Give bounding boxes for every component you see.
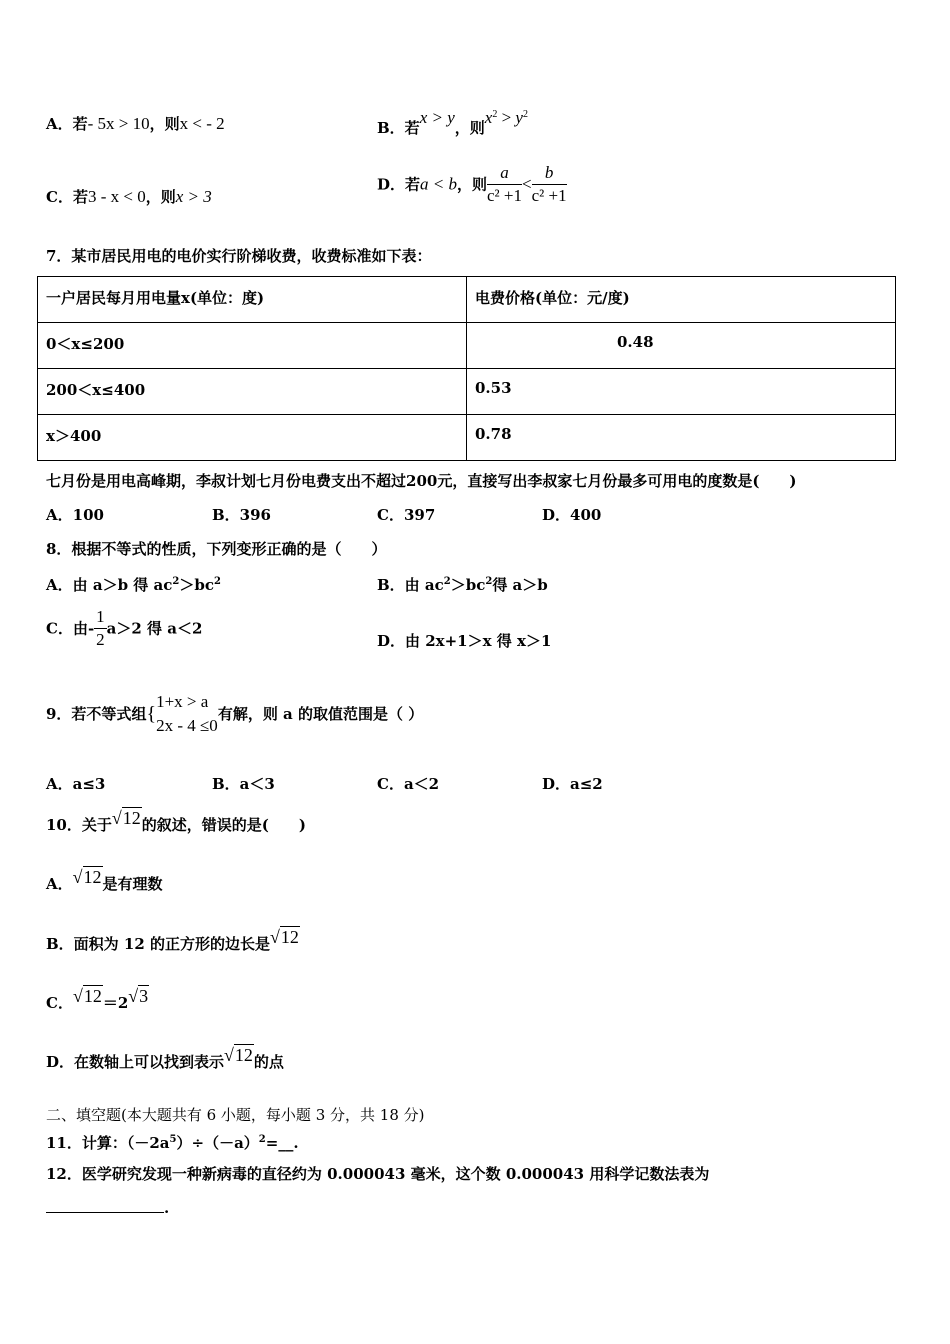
q6-option-c: C．若3 - x < 0，则x > 3 — [46, 187, 212, 206]
fraction-a: $\frac{a}{\text{c² +1}}$ — [487, 163, 522, 205]
sqrt-symbol: √12 — [111, 808, 141, 828]
sqrt-symbol: √12 — [72, 867, 102, 887]
fraction-b: $\frac{b}{\text{c² +1}}$ — [531, 163, 567, 205]
table-cell: 0＜x≤200 — [38, 323, 467, 369]
q7-option-b: B．396 — [212, 506, 271, 524]
q10-stem: 10．关于√12的叙述，错误的是( ) — [46, 808, 306, 834]
table-row — [38, 415, 896, 461]
q7-option-d: D．400 — [542, 506, 602, 524]
sqrt-symbol: √12 — [224, 1045, 253, 1065]
q8-option-d: D．由 2x+1＞x 得 x＞1 — [377, 632, 552, 650]
table-header-cell: 一户居民每月用电量x(单位：度) — [38, 277, 467, 323]
q8-option-a: A．由 a＞b 得 $ac^2>bc^2$ — [46, 576, 221, 594]
q12-answer-line[interactable]: . — [46, 1198, 169, 1217]
q7-option-a: A．100 — [46, 506, 104, 524]
q6-option-d: D．若a < b，则 $\frac{a}{\text{c² +1}}$ < $\frac{b}{\text{c² +1}}$ — [377, 163, 567, 205]
table-cell: 0.48 — [467, 323, 896, 369]
table-cell: x＞400 — [38, 415, 467, 461]
table-cell: 200＜x≤400 — [38, 369, 467, 415]
q9-stem: 9．若不等式组{ 1+x > a 2x - 4 ≤0 有解，则 a 的取值范围是（ ） — [46, 690, 423, 742]
sqrt-symbol: √12 — [72, 986, 102, 1006]
q7-stem: 7．某市居民用电的电价实行阶梯收费，收费标准如下表： — [46, 247, 432, 265]
q6-option-a: A．若- 5x > 10，则x < - 2 — [46, 114, 225, 133]
q7-option-c: C．397 — [377, 506, 436, 524]
table-row — [38, 323, 896, 369]
q8-stem: 8．根据不等式的性质，下列变形正确的是（ ） — [46, 540, 387, 558]
table-cell: 0.53 — [467, 369, 896, 415]
sqrt-symbol: √12 — [270, 927, 299, 947]
q10-option-a: A．√12是有理数 — [46, 867, 163, 893]
inequality-system: 1+x > a 2x - 4 ≤0 — [156, 692, 218, 735]
q8-option-c: C．由- $\frac{1}{2}$ a＞2 得 a＜2 — [46, 607, 203, 649]
q7-question: 七月份是用电高峰期，李叔计划七月份电费支出不超过200元，直接写出李叔家七月份最多可用电的度数是( ) — [46, 472, 797, 490]
fraction-half: $\frac{1}{2}$ — [96, 607, 105, 649]
table-cell: 0.78 — [467, 415, 896, 461]
table-header-cell: 电费价格(单位：元/度) — [467, 277, 896, 323]
electricity-price-table — [37, 276, 896, 461]
sqrt-symbol: √3 — [128, 986, 149, 1006]
q6-option-b: B．若x > y，则$x^2 > y^2$ — [377, 108, 528, 137]
answer-blank[interactable] — [46, 1198, 164, 1213]
q9-option-d: D．a≤2 — [542, 775, 603, 793]
table-row — [38, 369, 896, 415]
section-title: 二、填空题(本大题共有 6 小题，每小题 3 分，共 18 分) — [46, 1106, 425, 1124]
q8-option-b: B．由 $ac^2>bc^2$得 a＞b — [377, 576, 548, 594]
q12: 12．医学研究发现一种新病毒的直径约为 0.000043 毫米，这个数 0.000043 用科学记数法表为 — [46, 1165, 710, 1183]
q9-option-b: B．a＜3 — [212, 775, 275, 793]
q11: 11．计算：$(-2a^5)\div(-a)^2=\_\_$. — [46, 1134, 299, 1152]
q9-option-c: C．a＜2 — [377, 775, 440, 793]
q10-option-b: B．面积为 12 的正方形的边长是√12 — [46, 927, 299, 953]
q10-option-d: D．在数轴上可以找到表示√12的点 — [46, 1045, 284, 1071]
brace-symbol: { — [146, 703, 157, 725]
q9-option-a: A．a≤3 — [46, 775, 106, 793]
table-header-row — [38, 277, 896, 323]
q10-option-c: C．√12＝2√3 — [46, 986, 149, 1012]
